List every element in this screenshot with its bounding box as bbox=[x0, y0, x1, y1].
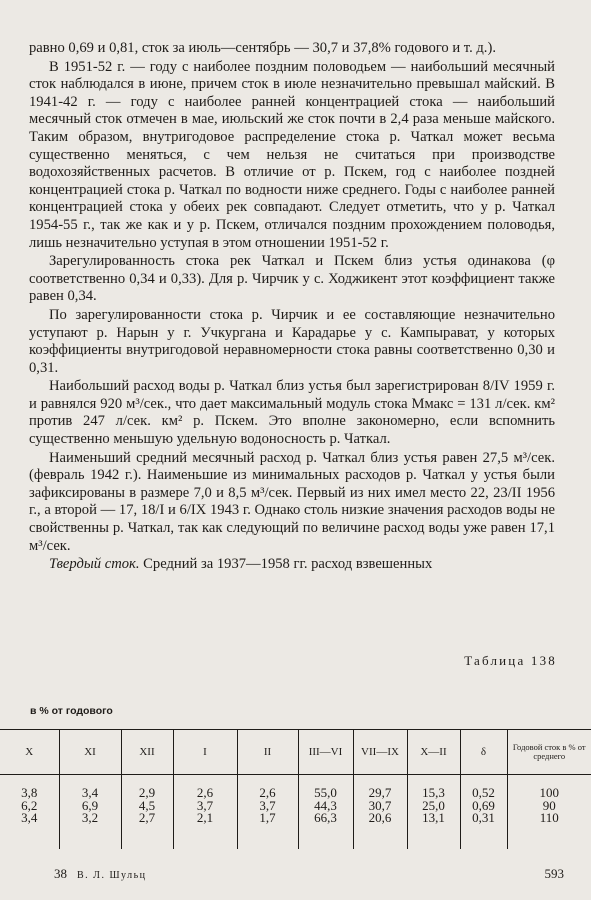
cell-value: 2,1 bbox=[196, 810, 214, 825]
table-cell bbox=[353, 775, 407, 850]
cell-value: 44,3 bbox=[314, 797, 337, 813]
table-header-row bbox=[0, 730, 591, 775]
cell-value: 13,1 bbox=[422, 810, 445, 825]
header-cell: δ bbox=[460, 730, 507, 775]
table-cell bbox=[298, 775, 353, 850]
header-cell: X—II bbox=[407, 730, 460, 775]
paragraph-text: Средний за 1937—1958 гг. расход взвешенных bbox=[139, 556, 433, 573]
footer-left bbox=[54, 866, 147, 882]
table-caption: Таблица 138 bbox=[464, 653, 557, 668]
cell-value: 66,3 bbox=[314, 810, 337, 825]
table-cell bbox=[407, 775, 460, 850]
page-number-left: 38 bbox=[54, 866, 67, 881]
cell-value: 30,7 bbox=[368, 797, 392, 813]
paragraph: В 1951-52 г. — году с наиболее поздним половодьем — наибольший месячный сток наблюдался в июне, причем сток в июле незначительно превышал майский. В 1941-42 г. — году с наиболее ранней концентрацией стока — наибольший месячный сток отмечен в мае, июльский же сток почти в 2,4 раза меньше майского. Таким образом, внутригодовое распределение стока р. Чаткал может весьма существенно меняться, с чем нельзя не считаться при производстве водохозяйственных расчетов. В отличие от р. Пскем, год с наиболее поздней концентрацией стока р. Чаткал по водности ниже среднего. Годы с наиболее ранней концентрацией стока у обеих рек совпадают. Следует отметить, что у р. Чаткал 1954-55 г., так же как и у р. Пскем, отличался поздним прохождением половодья, лишь незначительно уступая в этом отношении 1951-52 г. bbox=[29, 58, 555, 251]
body-text bbox=[29, 40, 555, 575]
cell-value: 55,0 bbox=[314, 785, 337, 800]
cell-value: 100 bbox=[539, 785, 559, 800]
cell-value: 3,7 bbox=[259, 797, 276, 813]
cell-value: 3,4 bbox=[81, 785, 99, 800]
cell-value: 2,6 bbox=[196, 785, 214, 800]
cell-value: 110 bbox=[539, 810, 559, 825]
table-unit-label: в % от годового bbox=[30, 705, 113, 717]
cell-value: 15,3 bbox=[422, 785, 445, 800]
paragraph: По зарегулированности стока р. Чирчик и ее составляющие незначительно уступают р. Нарын у г. Учкургана и Карадарье у с. Кампырават, у которых коэффициенты внутригодовой неравномерности стока равны соответственно 0,30 и 0,31. bbox=[29, 306, 555, 376]
cell-value: 25,0 bbox=[422, 797, 445, 813]
cell-value: 0,31 bbox=[472, 810, 495, 825]
table-cell bbox=[0, 775, 59, 850]
paragraph: Наибольший расход воды р. Чаткал близ устья был зарегистрирован 8/IV 1959 г. и равнялся 920 м³/сек., что дает максимальный модуль стока Mмакс = 131 л/сек. км² против 247 л/сек. км² р. Пскем. Это вполне закономерно, если вспомнить существенно меньшую удельную водоносность р. Чаткал. bbox=[29, 378, 555, 448]
header-cell: Годовой сток в % от среднего bbox=[507, 730, 591, 775]
cell-value: 90 bbox=[542, 797, 556, 813]
page-number-right: 593 bbox=[544, 866, 564, 881]
header-cell: II bbox=[237, 730, 298, 775]
cell-value: 2,6 bbox=[259, 785, 276, 800]
table-cell bbox=[121, 775, 173, 850]
cell-value: 3,2 bbox=[81, 810, 99, 825]
table-body-row bbox=[0, 775, 591, 850]
paragraph bbox=[29, 556, 555, 574]
section-heading-inline: Твердый сток. bbox=[49, 556, 140, 573]
cell-value: 3,4 bbox=[21, 810, 38, 825]
cell-value: 0,52 bbox=[472, 785, 495, 800]
cell-value: 3,7 bbox=[196, 797, 214, 813]
cell-value: 4,5 bbox=[138, 797, 156, 813]
author-name: В. Л. Шульц bbox=[77, 870, 147, 881]
header-cell: III—VI bbox=[298, 730, 353, 775]
paragraph: равно 0,69 и 0,81, сток за июль—сентябрь — 30,7 и 37,8% годового и т. д.). bbox=[29, 40, 496, 56]
header-cell: VII—IX bbox=[353, 730, 407, 775]
cell-value: 20,6 bbox=[368, 810, 392, 825]
header-cell: X bbox=[0, 730, 59, 775]
cell-value: 2,9 bbox=[138, 785, 156, 800]
header-cell: XI bbox=[59, 730, 121, 775]
cell-value: 0,69 bbox=[472, 797, 495, 813]
table-cell bbox=[507, 775, 591, 850]
table-cell bbox=[173, 775, 237, 850]
cell-value: 6,2 bbox=[21, 797, 38, 813]
cell-value: 29,7 bbox=[368, 785, 392, 800]
table-cell bbox=[237, 775, 298, 850]
cell-value: 1,7 bbox=[259, 810, 276, 825]
header-cell: I bbox=[173, 730, 237, 775]
cell-value: 6,9 bbox=[81, 797, 99, 813]
paragraph: Наименьший средний месячный расход р. Чаткал близ устья равен 27,5 м³/сек. (февраль 1942 г.). Наименьшие из минимальных расходов р. Чаткал у устья были зафиксированы в размере 7,0 и 8,5 м³/сек. Первый из них имел место 22, 23/II 1956 г., а второй — 17, 18/I и 6/IX 1943 г. Однако столь низкие значения расходов воды не свойственны р. Чаткал, так как следующий по величине расход воды уже равен 17,1 м³/сек. bbox=[29, 449, 555, 554]
table-cell bbox=[59, 775, 121, 850]
cell-value: 2,7 bbox=[138, 810, 156, 825]
table-cell bbox=[460, 775, 507, 850]
paragraph: Зарегулированность стока рек Чаткал и Пскем близ устья одинакова (φ соответственно 0,34 и 0,33). Для р. Чирчик у с. Ходжикент этот коэффициент также равен 0,34. bbox=[29, 253, 555, 305]
data-table bbox=[0, 729, 591, 849]
cell-value: 3,8 bbox=[21, 785, 38, 800]
header-cell: XII bbox=[121, 730, 173, 775]
